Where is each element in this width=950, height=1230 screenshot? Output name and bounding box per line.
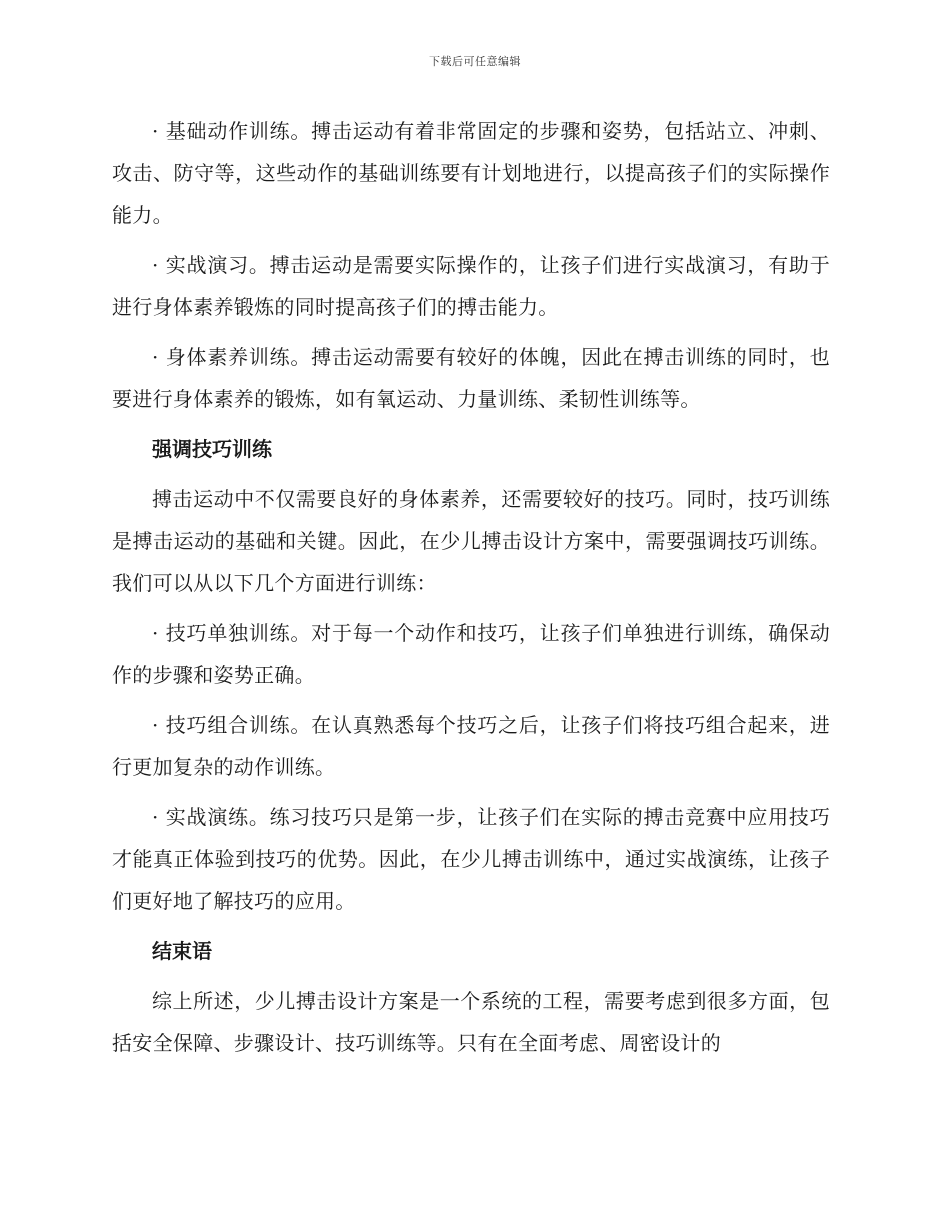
bullet-paragraph-fitness: · 身体素养训练。搏击运动需要有较好的体魄，因此在搏击训练的同时，也要进行身体素养的锻炼，如有氧运动、力量训练、柔韧性训练等。 xyxy=(112,345,830,411)
document-body xyxy=(112,110,830,1072)
page-header: 下载后可任意编辑 xyxy=(429,55,521,68)
paragraph-conclusion: 综上所述，少儿搏击设计方案是一个系统的工程，需要考虑到很多方面，包括安全保障、步骤设计、技巧训练等。只有在全面考虑、周密设计的 xyxy=(112,989,830,1055)
bullet-paragraph-combat-drill: · 实战演练。练习技巧只是第一步，让孩子们在实际的搏击竞赛中应用技巧才能真正体验到技巧的优势。因此，在少儿搏击训练中，通过实战演练，让孩子们更好地了解技巧的应用。 xyxy=(112,805,830,913)
section-heading-skill-training: 强调技巧训练 xyxy=(152,437,272,461)
section-heading-conclusion: 结束语 xyxy=(152,939,212,963)
bullet-paragraph-single-skill: · 技巧单独训练。对于每一个动作和技巧，让孩子们单独进行训练，确保动作的步骤和姿势正确。 xyxy=(112,621,830,687)
bullet-paragraph-practice: · 实战演习。搏击运动是需要实际操作的，让孩子们进行实战演习，有助于进行身体素养锻炼的同时提高孩子们的搏击能力。 xyxy=(112,253,830,319)
paragraph-skill-intro: 搏击运动中不仅需要良好的身体素养，还需要较好的技巧。同时，技巧训练是搏击运动的基础和关键。因此，在少儿搏击设计方案中，需要强调技巧训练。我们可以从以下几个方面进行训练： xyxy=(112,487,830,595)
bullet-paragraph-combined-skill: · 技巧组合训练。在认真熟悉每个技巧之后，让孩子们将技巧组合起来，进行更加复杂的动作训练。 xyxy=(112,713,830,779)
bullet-paragraph-basic-training: · 基础动作训练。搏击运动有着非常固定的步骤和姿势，包括站立、冲刺、攻击、防守等，这些动作的基础训练要有计划地进行，以提高孩子们的实际操作能力。 xyxy=(112,119,830,227)
